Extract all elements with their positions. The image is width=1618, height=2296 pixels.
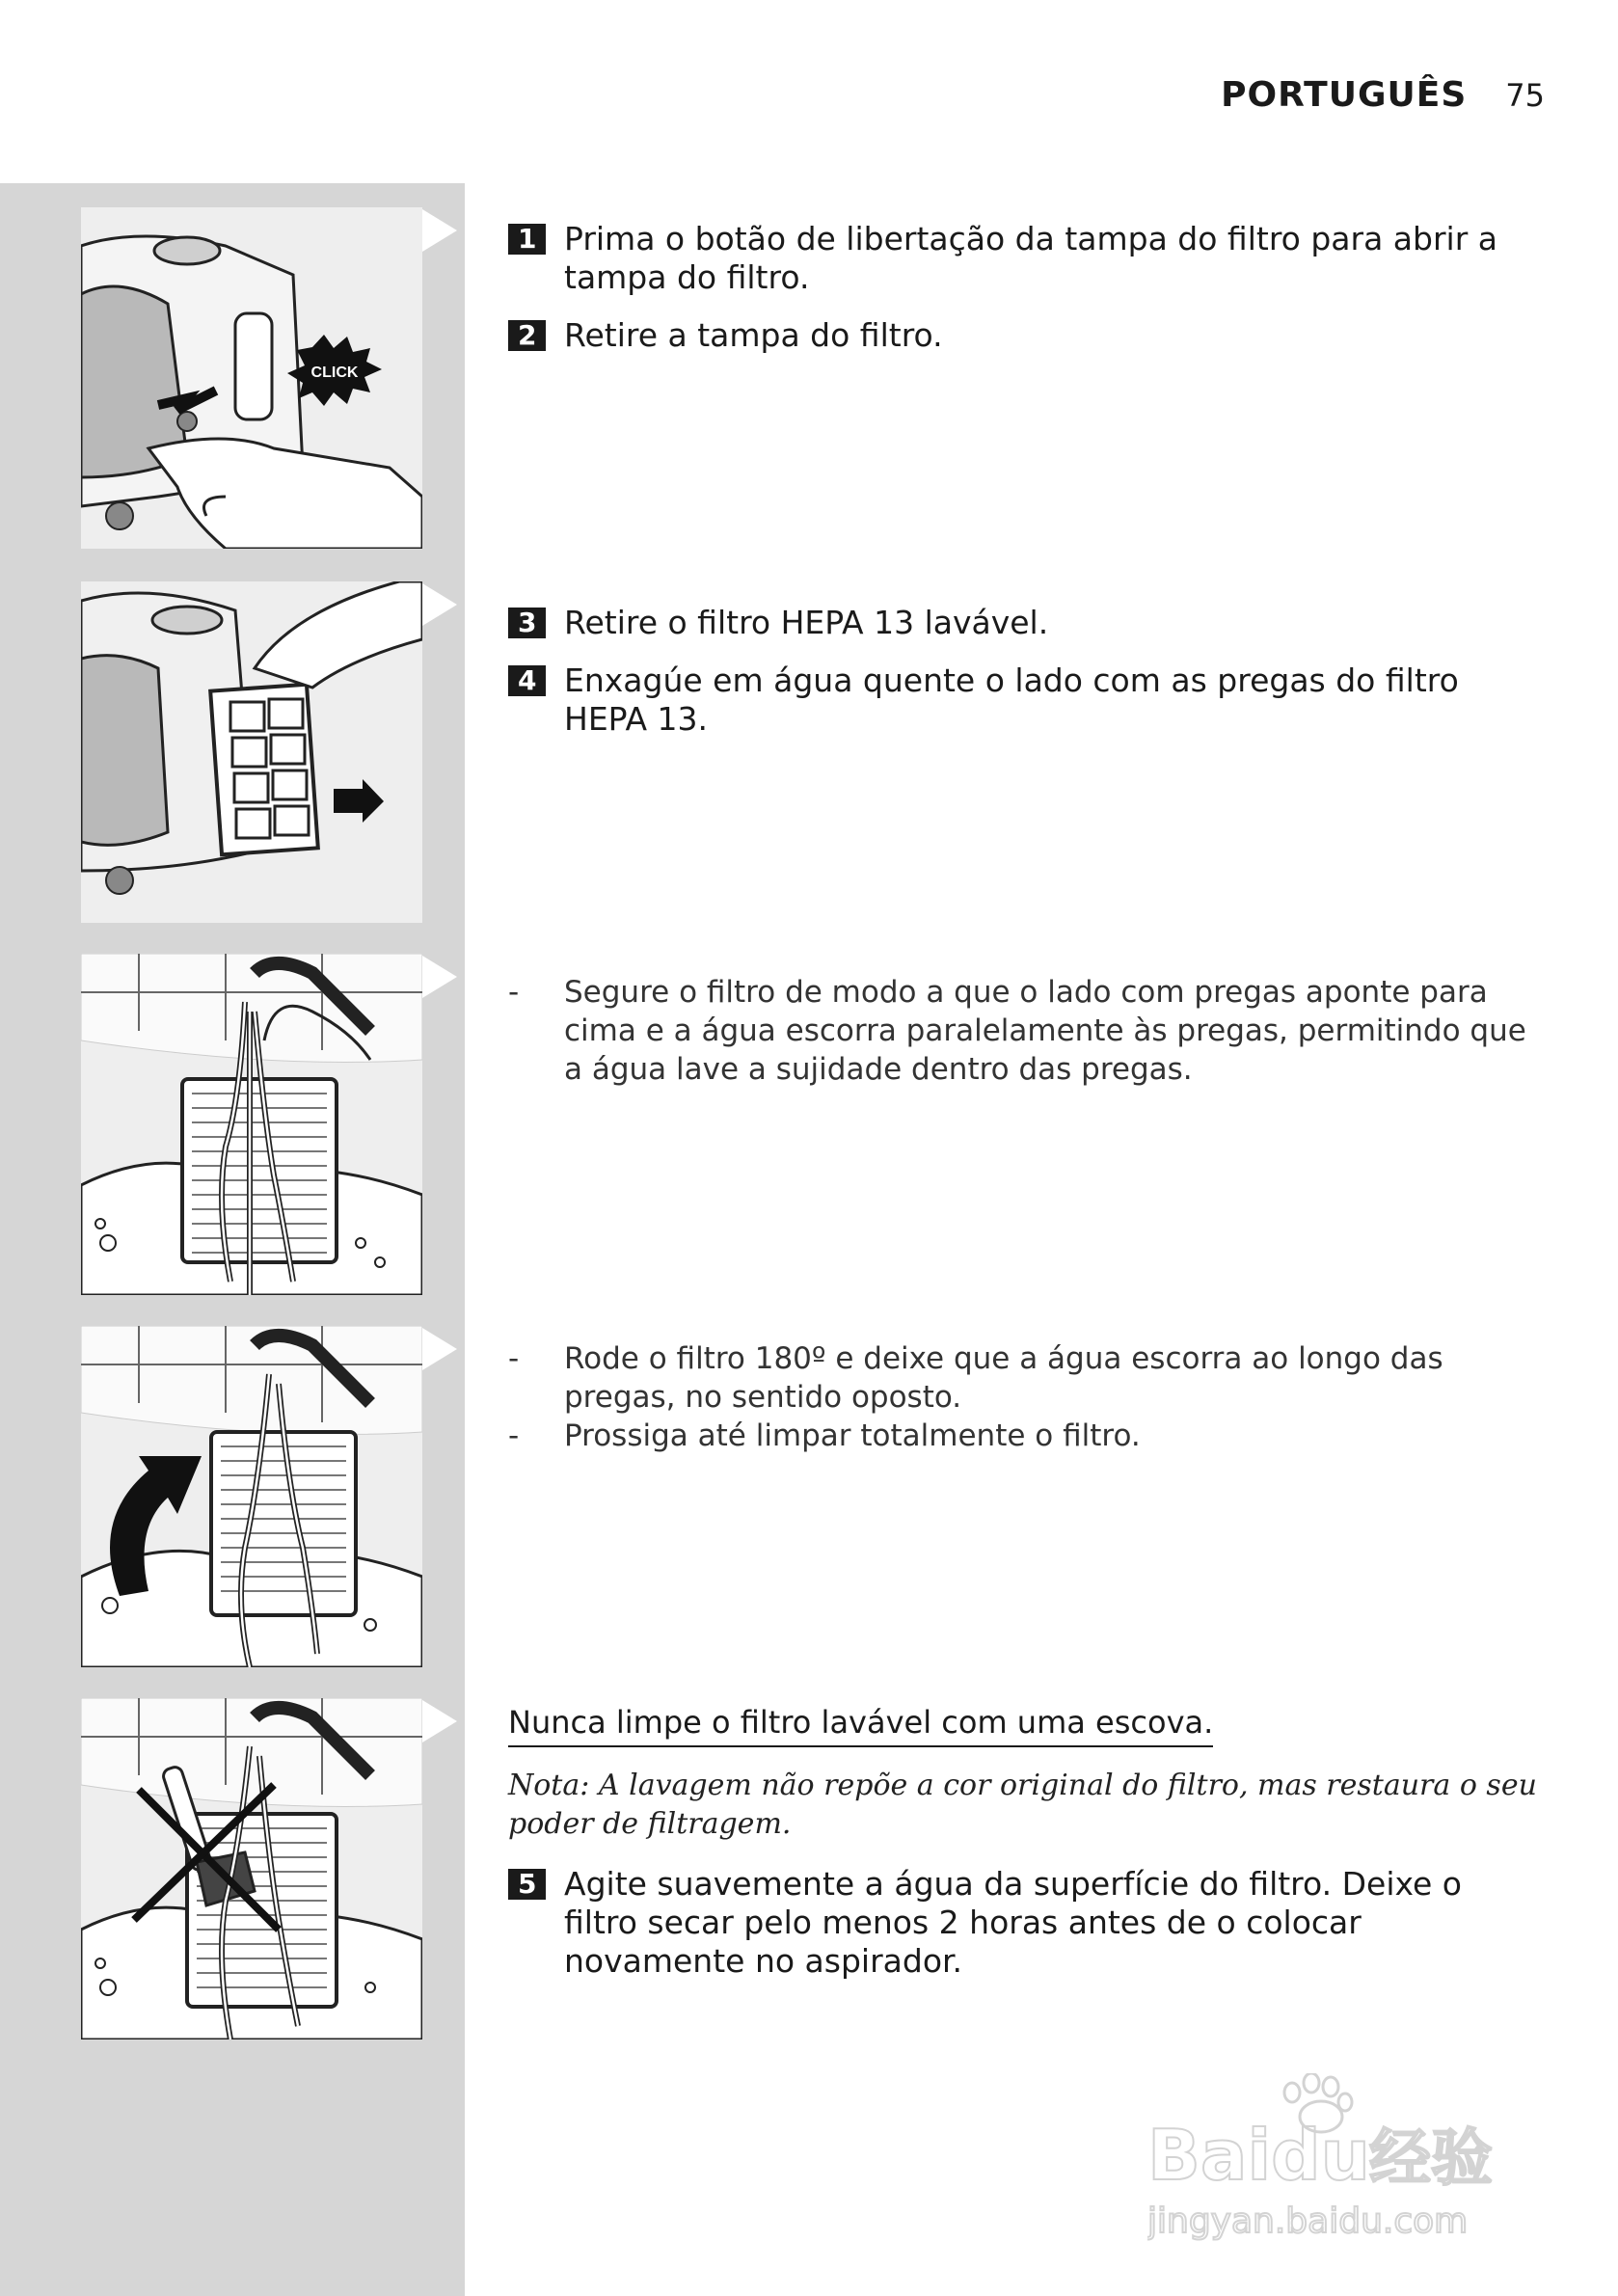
step-number-badge: 3 bbox=[508, 608, 546, 638]
filter-frame bbox=[182, 1079, 337, 1262]
warning-text: Nunca limpe o filtro lavável com uma escova. bbox=[508, 1703, 1213, 1747]
pointer-notch bbox=[422, 583, 457, 626]
step-text: Prima o botão de libertação da tampa do filtro para abrir a tampa do filtro. bbox=[564, 220, 1497, 296]
section-rinse bbox=[508, 973, 1545, 1089]
bullet-dash: - bbox=[508, 975, 520, 1010]
bullet-item bbox=[508, 1339, 1545, 1417]
section-open-cover bbox=[508, 220, 1545, 374]
step-item bbox=[508, 662, 1545, 739]
section-rotate bbox=[508, 1339, 1545, 1455]
step-number-badge: 1 bbox=[508, 224, 546, 255]
step-item bbox=[508, 316, 1545, 355]
rotate-illustration bbox=[81, 1326, 422, 1667]
illustration-no-brush bbox=[81, 1698, 422, 2039]
step-text: Retire o filtro HEPA 13 lavável. bbox=[564, 604, 1049, 641]
pointer-notch bbox=[422, 1700, 457, 1742]
page-number: 75 bbox=[1505, 77, 1545, 114]
bullet-text: Rode o filtro 180º e deixe que a água escorra ao longo das pregas, no sentido oposto. bbox=[564, 1341, 1443, 1415]
step-number-badge: 2 bbox=[508, 320, 546, 351]
header-language: PORTUGUÊS bbox=[1221, 75, 1468, 115]
pointer-notch bbox=[422, 1328, 457, 1370]
bullet-text: Segure o filtro de modo a que o lado com pregas aponte para cima e a água escorra paralelamente às pregas, permitindo que a água lave a sujidade dentro das pregas. bbox=[564, 975, 1526, 1087]
illustration-rinse-filter bbox=[81, 954, 422, 1295]
baidu-watermark bbox=[1147, 2073, 1552, 2247]
hepa-removal-illustration bbox=[81, 581, 422, 923]
watermark-brand: Baidu bbox=[1147, 2115, 1370, 2196]
step-number-badge: 5 bbox=[508, 1869, 546, 1900]
bullet-item bbox=[508, 1417, 1545, 1455]
illustration-open-filter-cover bbox=[81, 207, 422, 549]
section-warning bbox=[508, 1703, 1545, 2000]
note-text: Nota: A lavagem não repõe a cor original do filtro, mas restaura o seu poder de filtragem. bbox=[508, 1769, 1537, 1841]
rinse-illustration bbox=[81, 954, 422, 1295]
step-item bbox=[508, 1865, 1545, 1981]
illustration-remove-hepa-filter bbox=[81, 581, 422, 923]
section-remove-filter bbox=[508, 604, 1545, 758]
vacuum-cover-illustration bbox=[81, 207, 422, 549]
step-item bbox=[508, 604, 1545, 642]
bullet-dash: - bbox=[508, 1341, 520, 1376]
step-text: Agite suavemente a água da superfície do filtro. Deixe o filtro secar pelo menos 2 horas antes de o colocar novamente no aspirador. bbox=[564, 1865, 1462, 1980]
step-text: Enxagúe em água quente o lado com as pregas do filtro HEPA 13. bbox=[564, 662, 1459, 738]
no-brush-illustration bbox=[81, 1698, 422, 2039]
arrow-right-icon bbox=[334, 779, 384, 823]
click-label: CLICK bbox=[310, 365, 359, 381]
bullet-dash: - bbox=[508, 1418, 520, 1453]
step-item bbox=[508, 220, 1545, 297]
step-number-badge: 4 bbox=[508, 665, 546, 696]
bullet-item bbox=[508, 973, 1545, 1089]
pointer-notch bbox=[422, 209, 457, 252]
watermark-url: jingyan.baidu.com bbox=[1147, 2201, 1469, 2241]
click-burst bbox=[287, 335, 382, 406]
pointer-notch bbox=[422, 956, 457, 998]
watermark-cn: 经验 bbox=[1369, 2123, 1493, 2195]
step-text: Retire a tampa do filtro. bbox=[564, 316, 943, 354]
bullet-text: Prossiga até limpar totalmente o filtro. bbox=[564, 1418, 1141, 1453]
page-header bbox=[1221, 75, 1545, 115]
illustration-rotate-filter bbox=[81, 1326, 422, 1667]
